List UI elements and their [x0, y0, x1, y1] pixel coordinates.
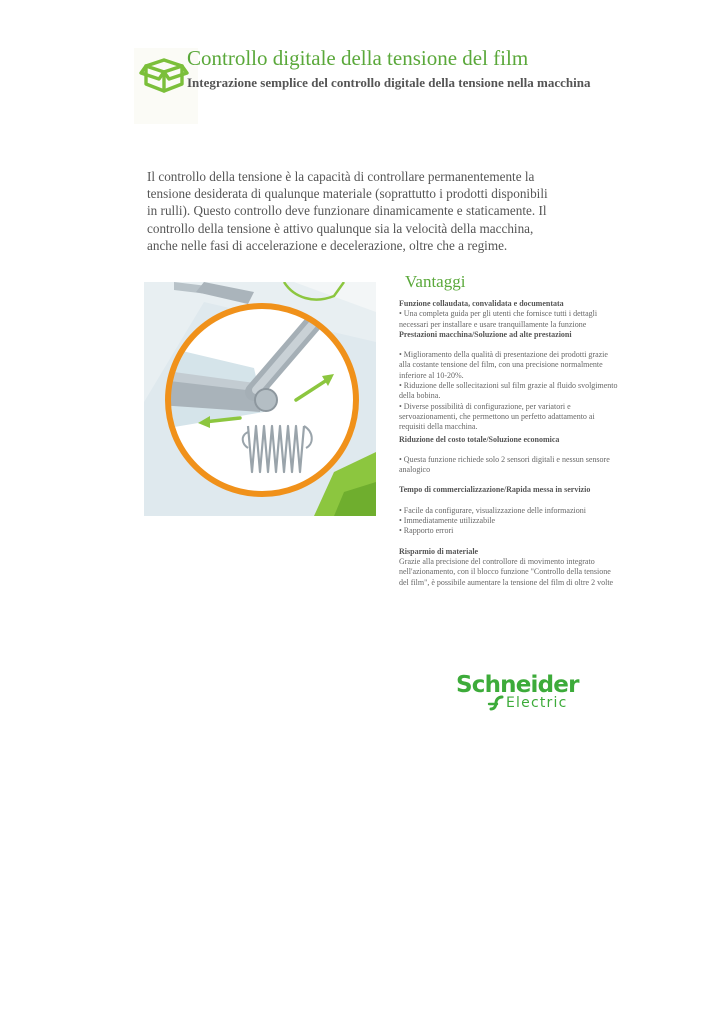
section-text: • Questa funzione richiede solo 2 sensori digitali e nessun sensore analogico [399, 454, 610, 475]
section-heading: Risparmio di materiale [399, 546, 479, 556]
spacer [399, 445, 619, 455]
section-text: • Una completa guida per gli utenti che fornisce tutti i dettagli necessari per installare e usare tranquillamente la funzione [399, 309, 598, 329]
intro-paragraph: Il controllo della tensione è la capacità di controllare permanentemente la tensione desiderata di qualunque materiale (soprattutto i prodotti disponibili in rulli). Questo controllo deve funzionare dinamicamente e staticamente. Il controllo della tensione è attivo qualunque sia la velocità della macchina, anche nelle fasi di accelerazione e decelerazione, oltre che a regime. [147, 169, 548, 253]
section-text: Grazie alla precisione del controllore di movimento integrato nell'azionamento, con il blocco funzione "Controllo della tensione del film", è possibile aumentare la tensione del film di oltre 2 volte [399, 556, 614, 587]
schneider-electric-logo [456, 672, 586, 714]
spacer [399, 537, 619, 547]
section-text: • Miglioramento della qualità di presentazione dei prodotti grazie alla costante tensione del film, con una precisione normalmente inferiore al 10-20%. • Riduzione delle sollecitazioni sul film grazie al fluido svolgimento della bobina. • Diverse possibilità di configurazione, per variatori e servoazionamenti, che permettono un perfetto adattamento ai requisiti della macchina. [399, 350, 618, 432]
box-icon [138, 54, 190, 94]
logo-subword: Electric [506, 695, 568, 711]
section-heading: Tempo di commercializzazione/Rapida messa in servizio [399, 485, 591, 495]
section-heading: Riduzione del costo totale/Soluzione economica [399, 434, 560, 444]
section-heading: Funzione collaudata, convalidata e documentata [399, 299, 564, 308]
spacer [399, 475, 619, 485]
section-heading: Prestazioni macchina/Soluzione ad alte prestazioni [399, 329, 572, 339]
section-text: • Facile da configurare, visualizzazione delle informazioni • Immediatamente utilizzabile • Rapporto errori [399, 505, 586, 536]
tension-control-illustration [144, 282, 376, 516]
advantages-list [399, 299, 619, 588]
logo-mark-icon [487, 694, 505, 712]
spacer [399, 496, 619, 506]
advantages-title: Vantaggi [405, 272, 466, 291]
logo-wordmark: Schneider [456, 672, 579, 698]
page-subtitle: Integrazione semplice del controllo digitale della tensione nella macchina [187, 75, 591, 90]
page-title: Controllo digitale della tensione del film [187, 46, 529, 70]
spacer [399, 340, 619, 350]
